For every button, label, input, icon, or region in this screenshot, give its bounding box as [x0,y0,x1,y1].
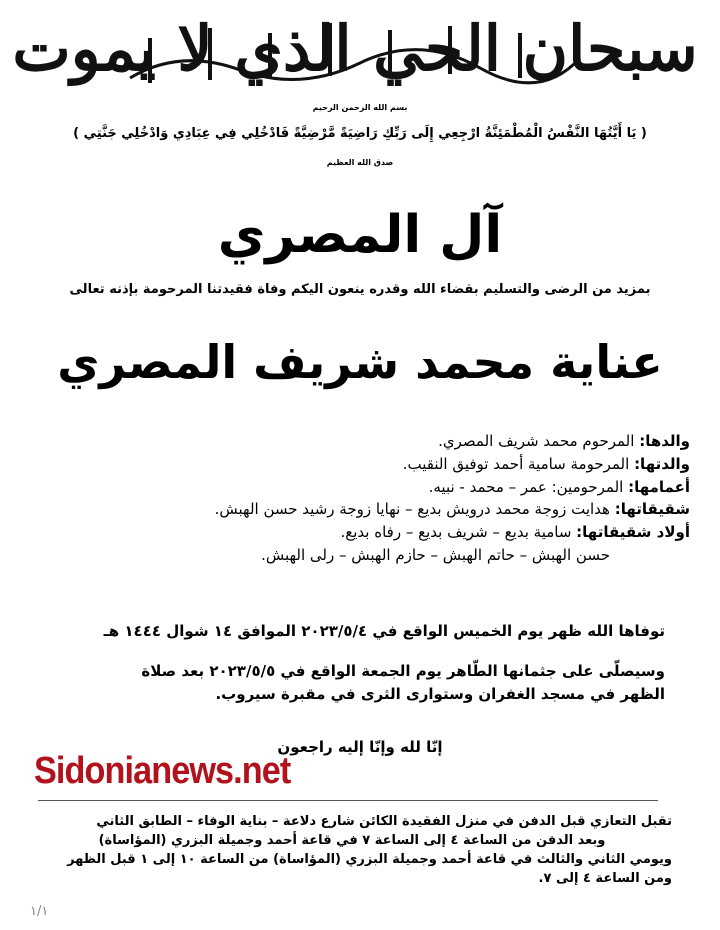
calligraphy-logo [12,8,698,98]
relative-text: حسن الهبش – حاتم الهبش – حازم الهبش – رلى الهبش. [261,545,610,564]
sadaq-allah: صدق الله العظيم [326,158,394,167]
relative-text: المرحومين: عمر – محمد - نبيه. [428,477,629,496]
deceased-name: عناية محمد شريف المصري [57,335,663,389]
calligraphy-text: سبحان الحي الذي لا يموت [12,12,698,85]
condolence-line: ويومي الثاني والثالث في قاعة أحمد وجميلة البزري (المؤاساة) من الساعة ١٠ إلى ١ قبل الظهر [67,852,672,867]
condolences-block [32,812,672,888]
relative-row [130,544,690,567]
relative-text: المرحومة سامية أحمد توفيق النقيب. [402,454,635,473]
relative-label: شقيقاتها: [614,500,690,519]
condolence-line: وبعد الدفن من الساعة ٤ إلى الساعة ٧ في قاعة أحمد وجميلة البزري (المؤاساة) [98,833,606,848]
relative-label: أعمامها: [628,477,690,496]
condolence-line: ومن الساعة ٤ إلى ٧. [538,871,672,886]
watermark: Sidonianews.net [34,750,291,792]
page-number: ١/١ [30,904,49,919]
basmala: بسم الله الرحمن الرحيم [312,103,408,112]
relative-row [130,521,690,544]
inna-lillah: إنّا لله وإنّا إليه راجعون [277,738,443,756]
relative-row [130,453,690,476]
relative-row [130,430,690,453]
relative-label: أولاد شقيقاتها: [576,523,690,542]
relative-text: هدايت زوجة محمد درويش بديع – نهايا زوجة رشيد حسن الهبش. [214,500,615,519]
relatives-list [130,430,690,567]
burial-line: وسيصلّى على جثمانها الطّاهر يوم الجمعة الواقع في ٢٠٢٣/٥/٥ بعد صلاة [141,662,665,680]
announcement: بمزيد من الرضى والتسليم بقضاء الله وقدره ينعون اليكم وفاة فقيدتنا المرحومة بإذنه تعالى [69,282,651,297]
family-name: آل المصري [217,205,503,265]
relative-row [130,498,690,521]
relative-text: المرحوم محمد شريف المصري. [438,432,640,450]
relative-label: والدها: [639,432,690,450]
burial-line: الظهر في مسجد الغفران وستوارى الثرى في مقبرة سيروب. [215,685,665,703]
relative-text: سامية بديع – شريف بديع – رفاه بديع. [340,523,577,542]
relative-row [130,476,690,499]
death-notice: توفاها الله ظهر يوم الخميس الواقع في ٢٠٢٣/٥/٤ الموافق ١٤ شوال ١٤٤٤ هـ [103,622,665,640]
relative-label: والدتها: [634,454,690,473]
calligraphy-header [12,8,698,98]
quran-verse: ( يَا أَيَّتُهَا النَّفْسُ الْمُطْمَئِنَّةُ ارْجِعِي إِلَى رَبِّكِ رَاضِيَةً مَّرْضِيَّةً فَادْخُلِي فِي عِبَادِي وَادْخُلِي جَنَّتِي ) [73,126,647,141]
divider [38,800,658,801]
condolence-line: تقبل التعازي قبل الدفن في منزل الفقيدة الكائن شارع دلاعة – بناية الوفاء – الطابق الثاني [96,814,672,829]
burial-notice [45,660,665,706]
